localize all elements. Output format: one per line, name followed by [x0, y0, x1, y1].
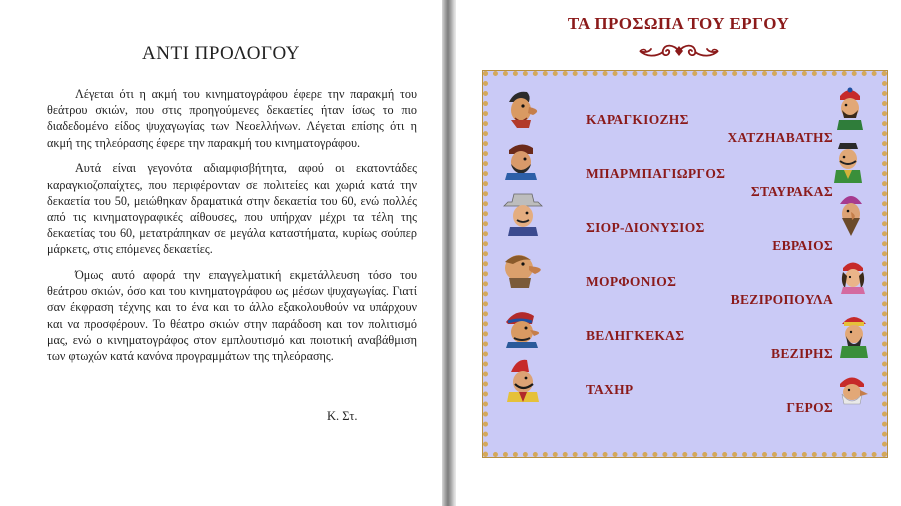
right-page	[456, 0, 901, 506]
velingekas-figure-icon	[500, 306, 550, 348]
character-name-left-2: ΜΠΑΡΜΠΑΓΙΩΡΓΟΣ	[586, 166, 726, 181]
character-name-right-3: ΕΒΡΑΙΟΣ	[772, 238, 833, 253]
veziropoula-figure-icon	[838, 258, 868, 294]
title-ornament	[636, 40, 722, 62]
character-name-left-3: ΣΙΟΡ-ΔΙΟΝΥΣΙΟΣ	[586, 220, 705, 235]
barbagiorgos-figure-icon	[503, 140, 543, 180]
dionysios-figure-icon	[502, 192, 544, 236]
author-signature: Κ. Στ.	[327, 409, 358, 423]
geros-figure-icon	[834, 372, 870, 408]
left-page	[0, 0, 442, 506]
preface-text	[47, 86, 417, 374]
character-name-left-4: ΜΟΡΦΟΝΙΟΣ	[586, 274, 677, 289]
characters-title: ΤΑ ΠΡΟΣΩΠΑ ΤΟΥ ΕΡΓΟΥ	[567, 14, 790, 33]
left-page-title: ΑΝΤΙ ΠΡΟΛΟΓΟΥ	[142, 43, 300, 64]
character-name-left-1: ΚΑΡΑΓΚΙΟΖΗΣ	[586, 112, 689, 127]
stavrakas-figure-icon	[830, 139, 866, 183]
preface-paragraph-2: Αυτά είναι γεγονότα αδιαμφισβήτητα, αφού οι εκατοντάδες καραγκιοζοπαίχτες, που περιφέρονταν σε πολιτείες και χωριά κατά την δεκαετία του 50, μειώθηκαν δραματικά στην δεκαετία του 60, ενώ πολλές από τις κινηματογραφικές αίθουσες, που υπήρχαν μέχρι τα τέλη της δεκαετίας του 60, μετατράπηκαν σε μεγάλα καταστήματα, κυρίως σούπερ μάρκετς, στις επόμενες δεκαετίες.	[47, 161, 417, 257]
character-name-right-1: ΧΑΤΖΗΑΒΑΤΗΣ	[727, 130, 833, 145]
character-name-right-4: ΒΕΖΙΡΟΠΟΥΛΑ	[730, 292, 833, 307]
karagiozis-figure-icon	[503, 88, 545, 128]
book-gutter	[442, 0, 456, 506]
character-name-left-6: ΤΑΧΗΡ	[586, 382, 634, 397]
character-name-right-6: ΓΕΡΟΣ	[786, 400, 833, 415]
tahir-figure-icon	[503, 358, 543, 402]
vezyris-figure-icon	[838, 312, 870, 358]
character-name-right-5: ΒΕΖΙΡΗΣ	[771, 346, 833, 361]
preface-paragraph-1: Λέγεται ότι η ακμή του κινηματογράφου έφερε την παρακμή του θεάτρου σκιών, που στις προηγούμενες δεκαετίες ήταν ίσως το πιο διαδεδομένο είδος ψυχαγωγίας των Νεοελλήνων. Λέγεται επίσης ότι η ακμή της τηλεόρασης έφερε την παρακμή του κινηματογράφου.	[47, 87, 417, 150]
preface-paragraph-3: Όμως αυτό αφορά την επαγγελματική εκμετάλλευση τόσο του θεάτρου σκιών, όσο και του κινηματογράφου ως μέσων ψυχαγωγίας. Γιατί σαν έκφραση τέχνης και το ένα και το άλλο εξακολουθούν να υπάρχουν και να προσφέρουν. Το θέατρο σκιών στην παράδοση και τον πολιτισμό μας, ενώ ο κινηματογράφος στον εμπλουτισμό και ποιοτική αναβάθμιση των φτωχών κατά κανόνα προγραμμάτων της τηλεόρασης.	[47, 268, 417, 364]
characters-panel	[483, 71, 887, 457]
morfonios-figure-icon	[501, 252, 551, 288]
evraios-figure-icon	[832, 190, 870, 240]
hatziavatis-figure-icon	[832, 86, 868, 130]
character-name-left-5: ΒΕΛΗΓΚΕΚΑΣ	[586, 328, 685, 343]
character-name-right-2: ΣΤΑΥΡΑΚΑΣ	[750, 184, 833, 199]
